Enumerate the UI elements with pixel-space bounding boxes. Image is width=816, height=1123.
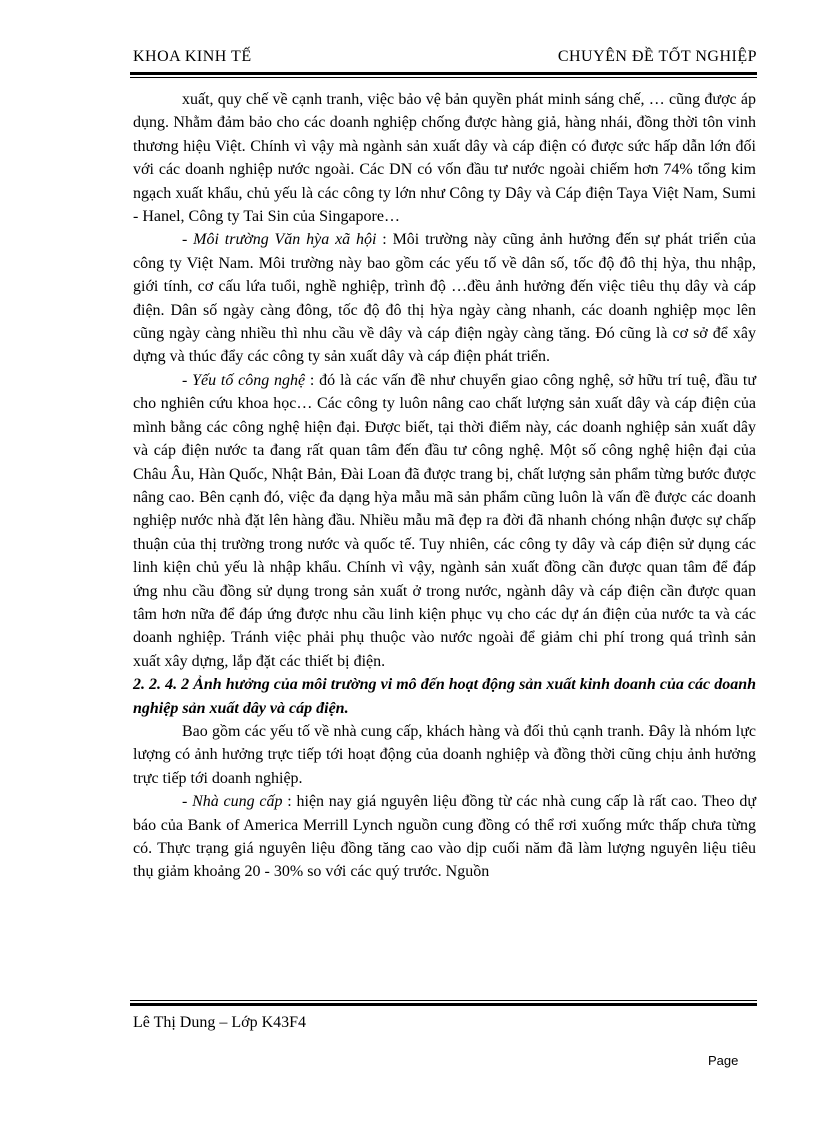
- footer-page-label: Page: [708, 1053, 739, 1068]
- term-suppliers: - Nhà cung cấp: [182, 793, 283, 811]
- header-rule-thin: [130, 77, 757, 78]
- paragraph-cultural-environment: - Môi trường Văn hỳa xã hội : Môi trường này cũng ảnh hưởng đến sự phát triển của công ty Việt Nam. Môi trường này bao gồm các yếu tố về dân số, tốc độ đô thị hỳa, thu nhập, giới tính, cơ cấu lứa tuổi, nghề nghiệp, trình độ …đều ảnh hưởng đến việc tiêu thụ dây và cáp điện. Dân số ngày càng đông, tốc độ đô thị hỳa ngày càng nhanh, các doanh nghiệp mọc lên cũng ngày càng nhiều thì nhu cầu về dây và cáp điện ngày càng tăng. Đó cũng là cơ sở để xây dựng và thúc đẩy các công ty sản xuất dây và cáp điện phát triển.: [133, 231, 757, 366]
- footer-rule-thick: [130, 1003, 757, 1006]
- header-faculty: KHOA KINH TẾ: [133, 48, 252, 65]
- paragraph-suppliers: - Nhà cung cấp : hiện nay giá nguyên liệu đồng từ các nhà cung cấp là rất cao. Theo dự báo của Bank of America Merrill Lynch nguồn cung đồng có thể rơi xuống mức thấp chưa từng có. Thực trạng giá nguyên liệu đồng tăng cao vào dịp cuối năm đã làm lượng nguyên liệu tiêu thụ giảm khoảng 20 - 30% so với các quý trước. Nguồn: [133, 793, 757, 881]
- paragraph-micro-environment: Bao gồm các yếu tố về nhà cung cấp, khách hàng và đối thủ cạnh tranh. Đây là nhóm lực lượng có ảnh hưởng trực tiếp tới hoạt động của doanh nghiệp và đồng thời cũng chịu ảnh hưởng trực tiếp tới doanh nghiệp.: [133, 722, 756, 787]
- paragraph-technology: - Yếu tố công nghệ : đó là các vấn đề như chuyển giao công nghệ, sở hữu trí tuệ, đầu tư cho nghiên cứu khoa học… Các công ty luôn nâng cao chất lượng sản xuất dây và cáp điện của mình bằng các công nghệ hiện đại. Được biết, tại thời điểm này, các doanh nghiệp sản xuất dây và cáp điện nước ta đang rất quan tâm đến đầu tư công nghệ. Một số công nghệ hiện đại của Châu Âu, Hàn Quốc, Nhật Bản, Đài Loan đã được trang bị, chất lượng sản phẩm từng bước được nâng cao. Bên cạnh đó, việc đa dạng hỳa mẫu mã sản phẩm cũng luôn là vấn đề được các doanh nghiệp nước nhà đặt lên hàng đầu. Nhiều mẫu mã đẹp ra đời đã nhanh chóng nhận được sự chấp thuận của thị trường trong nước và quốc tế. Tuy nhiên, các công ty dây và cáp điện sử dụng các linh kiện chủ yếu là nhập khẩu. Chính vì vậy, ngành sản xuất đồng cần được quan tâm để đáp ứng nhu cầu đồng sử dụng trong sản xuất ở trong nước, ngành dây và cáp điện cần được quan tâm hơn nữa để đáp ứng được nhu cầu linh kiện phục vụ cho các dự án điện của nước ta và các doanh nghiệp. Tránh việc phải phụ thuộc vào nước ngoài để giảm chi phí trong quá trình sản xuất xây dựng, lắp đặt các thiết bị điện.: [133, 371, 757, 670]
- section-heading: 2. 2. 4. 2 Ảnh hưởng của môi trường vi mô đến hoạt động sản xuất kinh doanh của các doanh nghiệp sản xuất dây và cáp điện.: [133, 676, 756, 717]
- header-rule-thick: [130, 72, 757, 75]
- footer-rule-thin: [130, 1000, 757, 1001]
- document-body: [133, 88, 756, 884]
- footer-author: Lê Thị Dung – Lớp K43F4: [133, 1014, 307, 1031]
- term-technology: - Yếu tố công nghệ: [182, 371, 306, 389]
- term-cultural-environment: - Môi trường Văn hỳa xã hội: [182, 231, 377, 249]
- page-header: [133, 48, 757, 70]
- paragraph-continuation: xuất, quy chế về cạnh tranh, việc bảo vệ bản quyền phát minh sáng chế, … cũng được áp dụng. Nhằm đảm bảo cho các doanh nghiệp chống được hàng giả, hàng nhái, đồng thời tôn vinh thương hiệu Việt. Chính vì vậy mà ngành sản xuất dây và cáp điện có được sức hấp dẫn lớn đối với các doanh nghiệp nước ngoài. Các DN có vốn đầu tư nước ngoài chiếm hơn 74% tổng kim ngạch xuất khẩu, chủ yếu là các công ty lớn như Công ty Dây và Cáp điện Taya Việt Nam, Sumi - Hanel, Công ty Tai Sin của Singapore…: [133, 91, 756, 226]
- header-thesis-title: CHUYÊN ĐỀ TỐT NGHIỆP: [557, 48, 757, 65]
